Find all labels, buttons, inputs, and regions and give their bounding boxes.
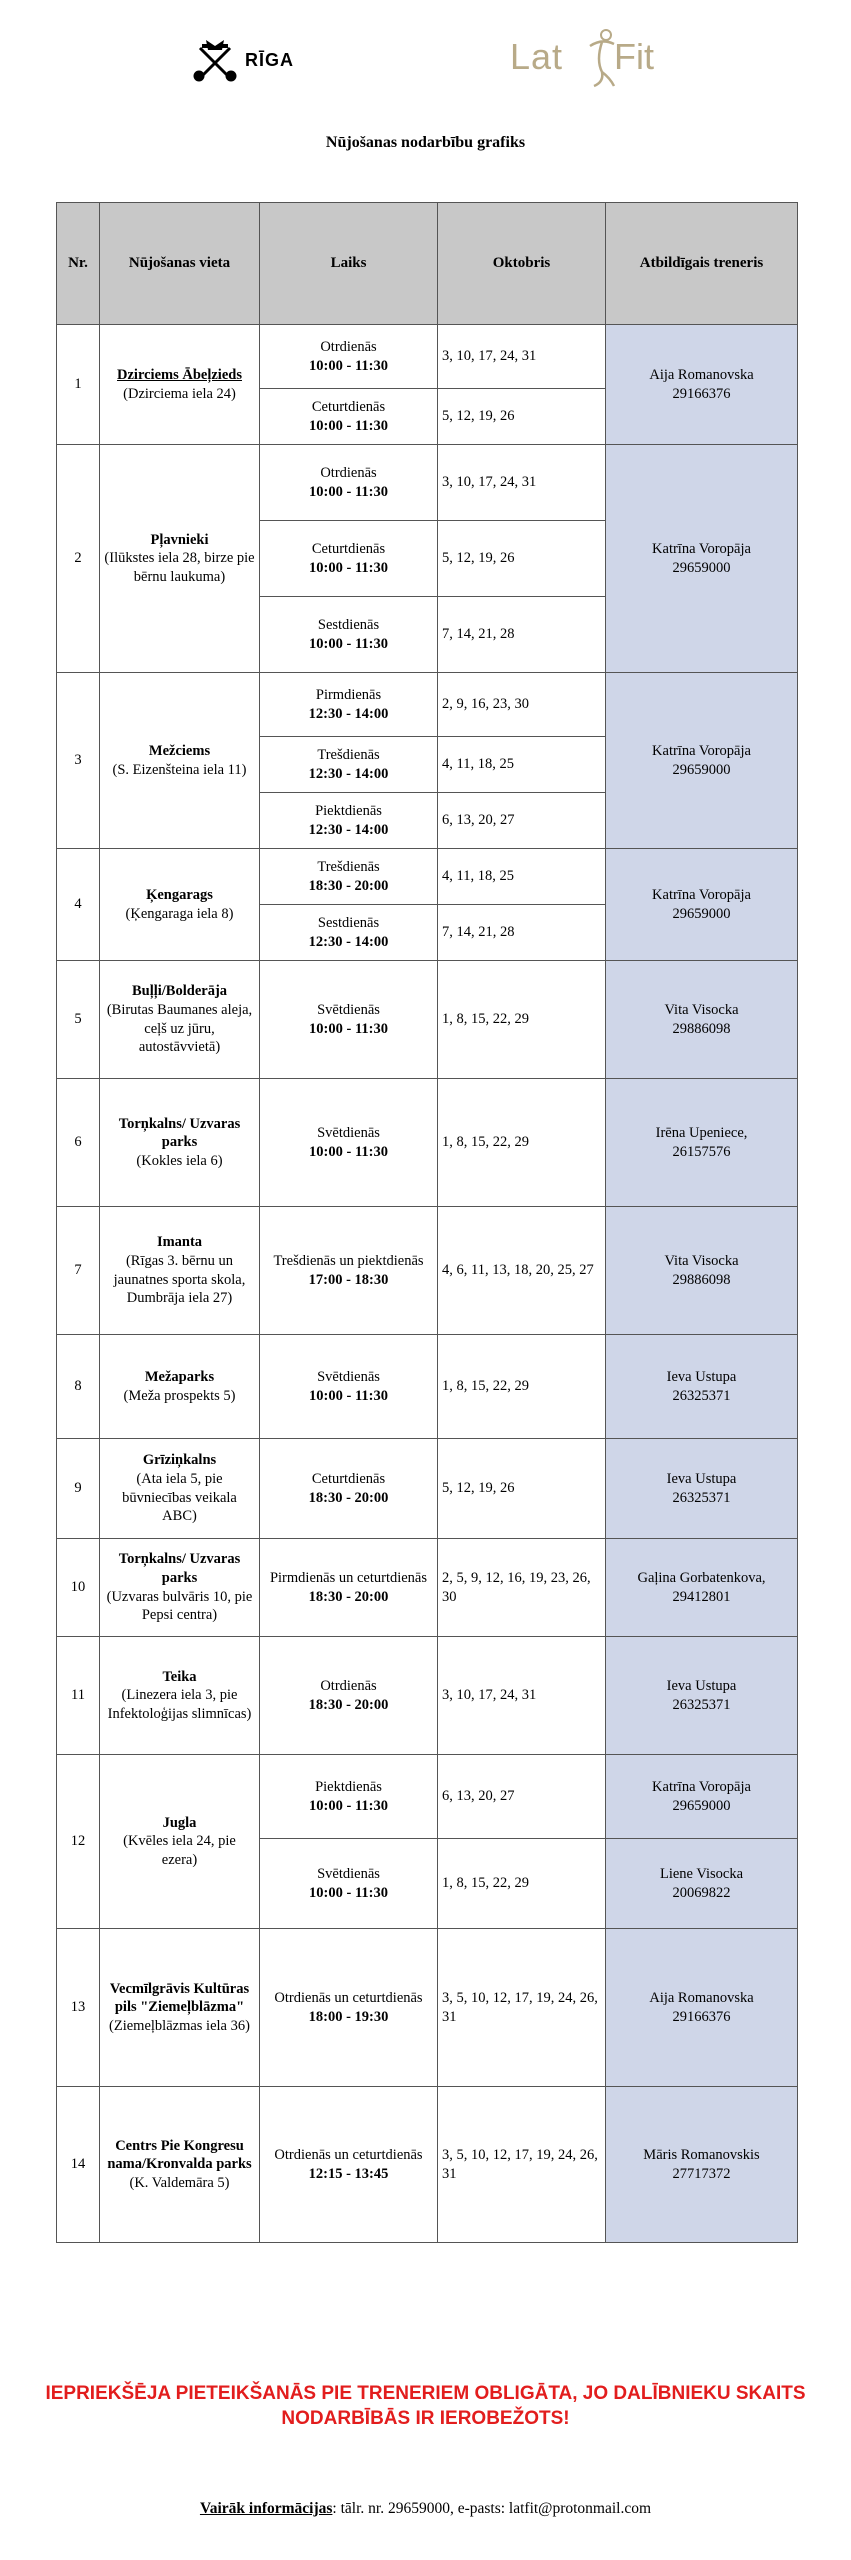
row-number: 9 — [57, 1439, 100, 1539]
session-dates: 1, 8, 15, 22, 29 — [438, 1839, 606, 1929]
schedule-table — [56, 202, 798, 2243]
session-dates: 7, 14, 21, 28 — [438, 597, 606, 673]
header-month: Oktobris — [438, 203, 606, 325]
session-time: 10:00 - 11:30 — [309, 559, 388, 576]
place-address: (Ķengaraga iela 8) — [125, 905, 234, 922]
table-row — [57, 1439, 798, 1539]
session-time: 10:00 - 11:30 — [309, 1387, 388, 1404]
row-number: 8 — [57, 1335, 100, 1439]
place-cell — [100, 1335, 260, 1439]
session-time: 18:00 - 19:30 — [308, 2008, 389, 2025]
row-number: 1 — [57, 325, 100, 445]
session-day: Sestdienās — [317, 914, 380, 931]
session-day: Sestdienās — [317, 616, 380, 633]
session-day: Svētdienās — [317, 1865, 380, 1882]
trainer-name: Aija Romanovska — [649, 366, 754, 383]
trainer-phone: 27717372 — [672, 2165, 731, 2182]
latfit-logo-right: Fit — [614, 36, 654, 77]
place-name: Mežaparks — [144, 1368, 215, 1385]
time-cell — [260, 1079, 438, 1207]
time-cell — [260, 1539, 438, 1637]
footer-label: Vairāk informācijas — [199, 2500, 333, 2517]
trainer-cell — [606, 1335, 798, 1439]
place-cell — [100, 325, 260, 445]
trainer-phone: 26325371 — [672, 1696, 731, 1713]
place-address: (Linezera iela 3, pie Infektoloģijas slimnīcas) — [107, 1687, 252, 1722]
session-time: 12:30 - 14:00 — [308, 765, 389, 782]
session-dates: 1, 8, 15, 22, 29 — [438, 1079, 606, 1207]
place-name: Torņkalns/ Uzvaras parks — [118, 1115, 241, 1151]
session-dates: 3, 5, 10, 12, 17, 19, 24, 26, 31 — [438, 2087, 606, 2243]
session-day: Piektdienās — [315, 802, 382, 819]
session-dates: 3, 5, 10, 12, 17, 19, 24, 26, 31 — [438, 1929, 606, 2087]
session-time: 17:00 - 18:30 — [308, 1271, 389, 1288]
header-trainer: Atbildīgais treneris — [606, 203, 798, 325]
trainer-phone: 26325371 — [672, 1387, 731, 1404]
trainer-phone: 29886098 — [672, 1020, 731, 1037]
place-address: (Birutas Baumanes aleja, ceļš uz jūru, autostāvvietā) — [106, 1001, 253, 1056]
trainer-phone: 29166376 — [672, 2008, 731, 2025]
schedule-body — [57, 325, 798, 2243]
trainer-name: Vita Visocka — [664, 1001, 739, 1018]
trainer-name: Māris Romanovskis — [643, 2146, 760, 2163]
place-name: Teika — [162, 1668, 197, 1685]
session-dates: 1, 8, 15, 22, 29 — [438, 1335, 606, 1439]
table-row — [57, 1207, 798, 1335]
place-address: (Ziemeļblāzmas iela 36) — [109, 2017, 250, 2034]
trainer-name: Ieva Ustupa — [666, 1677, 737, 1694]
session-dates: 6, 13, 20, 27 — [438, 1755, 606, 1839]
row-number: 5 — [57, 961, 100, 1079]
row-number: 4 — [57, 849, 100, 961]
session-dates: 5, 12, 19, 26 — [438, 521, 606, 597]
session-day: Pirmdienās un ceturtdienās — [269, 1569, 428, 1586]
session-day: Otrdienās — [320, 464, 377, 481]
time-cell — [260, 849, 438, 905]
trainer-name: Aija Romanovska — [649, 1989, 754, 2006]
session-time: 10:00 - 11:30 — [309, 1020, 388, 1037]
trainer-phone: 29886098 — [672, 1271, 731, 1288]
session-dates: 3, 10, 17, 24, 31 — [438, 325, 606, 389]
session-time: 12:30 - 14:00 — [308, 933, 389, 950]
place-cell — [100, 673, 260, 849]
session-dates: 4, 6, 11, 13, 18, 20, 25, 27 — [438, 1207, 606, 1335]
trainer-cell — [606, 1839, 798, 1929]
place-address: (Meža prospekts 5) — [123, 1387, 236, 1404]
row-number: 3 — [57, 673, 100, 849]
place-name: Centrs Pie Kongresu nama/Kronvalda parks — [107, 2137, 252, 2173]
row-number: 7 — [57, 1207, 100, 1335]
time-cell — [260, 961, 438, 1079]
place-name: Vecmīlgrāvis Kultūras pils "Ziemeļblāzma" — [109, 1980, 250, 2016]
time-cell — [260, 905, 438, 961]
place-address: (Kvēles iela 24, pie ezera) — [123, 1833, 236, 1868]
trainer-cell — [606, 1439, 798, 1539]
time-cell — [260, 1929, 438, 2087]
time-cell — [260, 521, 438, 597]
session-day: Otrdienās — [320, 1677, 377, 1694]
table-row — [57, 1079, 798, 1207]
session-dates: 6, 13, 20, 27 — [438, 793, 606, 849]
time-cell — [260, 325, 438, 389]
trainer-cell — [606, 1637, 798, 1755]
trainer-phone: 20069822 — [672, 1884, 731, 1901]
trainer-name: Irēna Upeniece, — [655, 1124, 748, 1141]
trainer-name: Liene Visocka — [659, 1865, 743, 1882]
place-name: Torņkalns/ Uzvaras parks — [118, 1551, 241, 1586]
session-dates: 3, 10, 17, 24, 31 — [438, 1637, 606, 1755]
table-row — [57, 1755, 798, 1839]
place-address: (Rīgas 3. bērnu un jaunatnes sporta skola, Dumbrāja iela 27) — [113, 1252, 246, 1307]
trainer-phone: 29659000 — [672, 905, 731, 922]
session-time: 10:00 - 11:30 — [309, 417, 388, 434]
session-time: 10:00 - 11:30 — [309, 1797, 388, 1814]
trainer-name: Gaļina Gorbatenkova, 29412801 — [637, 1569, 766, 1605]
session-day: Trešdienās un piektdienās — [273, 1252, 424, 1269]
header-nr: Nr. — [57, 203, 100, 325]
place-cell — [100, 1439, 260, 1539]
row-number: 2 — [57, 445, 100, 673]
session-dates: 4, 11, 18, 25 — [438, 849, 606, 905]
session-time: 12:15 - 13:45 — [308, 2165, 389, 2182]
session-time: 10:00 - 11:30 — [309, 357, 388, 374]
trainer-cell — [606, 445, 798, 673]
time-cell — [260, 1439, 438, 1539]
session-day: Otrdienās — [320, 338, 377, 355]
place-name: Buļļi/Bolderāja — [131, 983, 228, 1000]
place-address: (Uzvaras bulvāris 10, pie Pepsi centra) — [106, 1588, 253, 1624]
session-dates: 2, 5, 9, 12, 16, 19, 23, 26, 30 — [438, 1539, 606, 1637]
row-number: 11 — [57, 1637, 100, 1755]
header-place: Nūjošanas vieta — [100, 203, 260, 325]
session-day: Trešdienās — [317, 746, 380, 763]
session-day: Ceturtdienās — [311, 540, 386, 557]
trainer-phone: 26325371 — [672, 1489, 731, 1506]
session-day: Svētdienās — [317, 1368, 380, 1385]
table-row — [57, 1929, 798, 2087]
riga-logo — [192, 38, 332, 88]
time-cell — [260, 1755, 438, 1839]
place-cell — [100, 1539, 260, 1637]
place-cell — [100, 1079, 260, 1207]
table-row — [57, 2087, 798, 2243]
riga-logo-text: RĪGA — [245, 50, 294, 70]
trainer-name: Katrīna Voropāja — [652, 1778, 751, 1795]
footer-contacts: : tālr. nr. 29659000, e-pasts: latfit@protonmail.com — [332, 2500, 652, 2517]
session-day: Pirmdienās — [315, 686, 382, 703]
session-time: 10:00 - 11:30 — [309, 1143, 388, 1160]
registration-notice: IEPRIEKŠĒJA PIETEIKŠANĀS PIE TRENERIEM OBLIGĀTA, JO DALĪBNIEKU SKAITS NODARBĪBĀS IR IEROBEŽOTS! — [45, 2383, 806, 2429]
row-number: 14 — [57, 2087, 100, 2243]
trainer-cell — [606, 2087, 798, 2243]
place-name: Ķengarags — [146, 886, 213, 903]
place-address: (S. Eizenšteina iela 11) — [112, 761, 247, 778]
time-cell — [260, 445, 438, 521]
place-name: Imanta — [156, 1234, 203, 1251]
trainer-phone: 29166376 — [672, 385, 731, 402]
session-day: Otrdienās un ceturtdienās — [274, 1989, 423, 2006]
page-title: Nūjošanas nodarbību grafiks — [325, 134, 526, 151]
time-cell — [260, 2087, 438, 2243]
trainer-phone: 29659000 — [672, 559, 731, 576]
place-address: (K. Valdemāra 5) — [129, 2174, 230, 2191]
session-dates: 5, 12, 19, 26 — [438, 389, 606, 445]
trainer-cell — [606, 961, 798, 1079]
header-time: Laiks — [260, 203, 438, 325]
place-name: Mežciems — [148, 742, 211, 759]
trainer-name: Katrīna Voropāja — [652, 886, 751, 903]
row-number: 10 — [57, 1539, 100, 1637]
table-row — [57, 325, 798, 389]
place-name: Dzirciems Ābeļzieds — [117, 366, 242, 383]
session-time: 18:30 - 20:00 — [308, 1489, 389, 1506]
table-row — [57, 673, 798, 737]
trainer-name: Vita Visocka — [664, 1252, 739, 1269]
session-time: 18:30 - 20:00 — [308, 877, 389, 894]
trainer-cell — [606, 673, 798, 849]
place-cell — [100, 1637, 260, 1755]
row-number: 13 — [57, 1929, 100, 2087]
session-day: Piektdienās — [315, 1778, 382, 1795]
session-day: Svētdienās — [317, 1001, 380, 1018]
place-address: (Dzirciema iela 24) — [123, 385, 236, 402]
time-cell — [260, 1839, 438, 1929]
time-cell — [260, 389, 438, 445]
time-cell — [260, 673, 438, 737]
session-time: 12:30 - 14:00 — [308, 821, 389, 838]
place-name: Grīziņkalns — [142, 1452, 217, 1469]
riga-keys-icon — [192, 38, 238, 84]
place-address: (Kokles iela 6) — [136, 1152, 223, 1169]
trainer-cell — [606, 849, 798, 961]
place-cell — [100, 849, 260, 961]
table-row — [57, 1539, 798, 1637]
place-cell — [100, 445, 260, 673]
latfit-logo-left: Lat — [510, 36, 564, 77]
time-cell — [260, 1637, 438, 1755]
session-time: 10:00 - 11:30 — [309, 1884, 388, 1901]
place-address: (Ata iela 5, pie būvniecības veikala ABC) — [122, 1470, 237, 1525]
session-dates: 7, 14, 21, 28 — [438, 905, 606, 961]
time-cell — [260, 597, 438, 673]
session-day: Otrdienās un ceturtdienās — [274, 2146, 423, 2163]
place-cell — [100, 961, 260, 1079]
time-cell — [260, 1335, 438, 1439]
trainer-phone: 29659000 — [672, 1797, 731, 1814]
trainer-name: Ieva Ustupa — [666, 1368, 737, 1385]
table-row — [57, 445, 798, 521]
session-dates: 5, 12, 19, 26 — [438, 1439, 606, 1539]
row-number: 6 — [57, 1079, 100, 1207]
session-dates: 4, 11, 18, 25 — [438, 737, 606, 793]
table-row — [57, 1335, 798, 1439]
place-cell — [100, 1929, 260, 2087]
trainer-cell — [606, 1929, 798, 2087]
session-dates: 3, 10, 17, 24, 31 — [438, 445, 606, 521]
session-time: 18:30 - 20:00 — [308, 1588, 389, 1605]
trainer-name: Katrīna Voropāja — [652, 742, 751, 759]
trainer-cell — [606, 1755, 798, 1839]
session-day: Ceturtdienās — [311, 398, 386, 415]
table-row — [57, 849, 798, 905]
session-day: Ceturtdienās — [311, 1470, 386, 1487]
session-dates: 1, 8, 15, 22, 29 — [438, 961, 606, 1079]
session-dates: 2, 9, 16, 23, 30 — [438, 673, 606, 737]
trainer-cell — [606, 1079, 798, 1207]
trainer-phone: 26157576 — [672, 1143, 731, 1160]
latfit-logo — [500, 28, 700, 98]
session-time: 18:30 - 20:00 — [308, 1696, 389, 1713]
trainer-cell — [606, 1539, 798, 1637]
place-address: (Ilūkstes iela 28, birze pie bērnu laukuma) — [104, 550, 255, 585]
place-cell — [100, 1755, 260, 1929]
time-cell — [260, 1207, 438, 1335]
footer-info — [0, 2500, 851, 2518]
place-cell — [100, 1207, 260, 1335]
row-number: 12 — [57, 1755, 100, 1929]
session-time: 10:00 - 11:30 — [309, 635, 388, 652]
session-time: 12:30 - 14:00 — [308, 705, 389, 722]
trainer-cell — [606, 325, 798, 445]
trainer-name: Katrīna Voropāja — [652, 540, 751, 557]
session-day: Trešdienās — [317, 858, 380, 875]
place-name: Pļavnieki — [150, 531, 209, 548]
time-cell — [260, 793, 438, 849]
session-time: 10:00 - 11:30 — [309, 483, 388, 500]
place-cell — [100, 2087, 260, 2243]
table-row — [57, 961, 798, 1079]
time-cell — [260, 737, 438, 793]
trainer-name: Ieva Ustupa — [666, 1470, 737, 1487]
place-name: Jugla — [162, 1814, 197, 1831]
table-row — [57, 1637, 798, 1755]
trainer-phone: 29659000 — [672, 761, 731, 778]
trainer-cell — [606, 1207, 798, 1335]
session-day: Svētdienās — [317, 1124, 380, 1141]
